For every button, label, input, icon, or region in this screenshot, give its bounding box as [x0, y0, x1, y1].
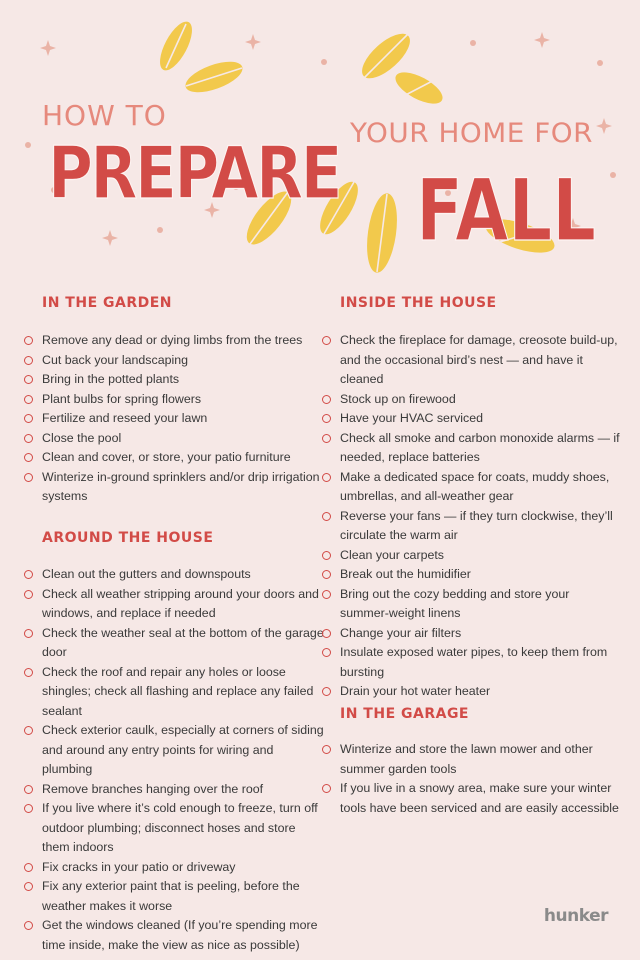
- leaf-icon: [154, 17, 199, 75]
- checklist-item: [24, 916, 326, 955]
- garden-checklist: [24, 331, 324, 507]
- checklist-item-text: Stock up on firewood: [340, 391, 456, 406]
- sparkle-icon: [102, 230, 118, 246]
- checklist-item-text: Clean your carpets: [340, 547, 444, 562]
- checklist-item: [322, 546, 620, 566]
- checklist-item: [24, 780, 326, 800]
- title-how-to: HOW TO: [42, 99, 167, 132]
- checklist-item-text: Change your air filters: [340, 625, 462, 640]
- checkbox-circle-icon: [322, 336, 331, 345]
- leaf-icon: [391, 66, 447, 110]
- title-your-home-for: YOUR HOME FOR: [348, 118, 593, 149]
- checklist-item: [322, 331, 620, 390]
- checkbox-circle-icon: [322, 745, 331, 754]
- checkbox-circle-icon: [322, 473, 331, 482]
- checkbox-circle-icon: [24, 863, 33, 872]
- checklist-item: [322, 585, 620, 624]
- checklist-item-text: Bring in the potted plants: [42, 372, 180, 386]
- checkbox-circle-icon: [24, 375, 33, 384]
- checkbox-circle-icon: [322, 629, 331, 638]
- checkbox-circle-icon: [24, 668, 33, 677]
- checklist-item-text: Cut back your landscaping: [42, 352, 189, 367]
- checklist-item-text: Fertilize and reseed your lawn: [42, 411, 208, 425]
- checkbox-circle-icon: [24, 356, 33, 365]
- checkbox-circle-icon: [24, 453, 33, 462]
- checklist-item-text: Check the roof and repair any holes or loose shingles; check all flashing and replace any failed sealant: [42, 664, 314, 718]
- checklist-item-text: Clean out the gutters and downspouts: [42, 567, 251, 581]
- checklist-item: [24, 624, 326, 663]
- checklist-item: [322, 390, 620, 410]
- inside-checklist: [322, 331, 620, 702]
- checklist-item-text: Bring out the cozy bedding and store your summer-weight linens: [340, 586, 570, 620]
- checkbox-circle-icon: [322, 551, 331, 560]
- checklist-item: [24, 409, 324, 429]
- title-illustration: [0, 0, 640, 280]
- title-prepare: PREPARE: [48, 131, 340, 215]
- checklist-item-text: Close the pool: [42, 430, 122, 445]
- checklist-item-text: Check exterior caulk, especially at corners of siding and around any entry points for wiring and plumbing: [42, 723, 324, 776]
- checklist-item: [322, 624, 620, 644]
- checklist-item: [24, 565, 326, 585]
- checklist-item: [24, 858, 326, 878]
- checkbox-circle-icon: [322, 590, 331, 599]
- checklist-item: [322, 740, 620, 779]
- checkbox-circle-icon: [24, 921, 33, 930]
- checklist-item-text: Drain your hot water heater: [340, 684, 491, 698]
- title-fall: FALL: [416, 161, 596, 261]
- checklist-item: [24, 877, 326, 916]
- checklist-item-text: Make a dedicated space for coats, muddy shoes, umbrellas, and all-weather gear: [340, 469, 610, 503]
- checkbox-circle-icon: [322, 512, 331, 521]
- checklist-item-text: Winterize in-ground sprinklers and/or drip irrigation systems: [42, 469, 320, 503]
- checklist-item-text: Fix any exterior paint that is peeling, before the weather makes it worse: [42, 879, 300, 913]
- checkbox-circle-icon: [24, 473, 33, 482]
- checklist-item: [322, 565, 620, 585]
- around-checklist: [24, 565, 326, 955]
- sparkle-icon: [40, 40, 56, 56]
- checkbox-circle-icon: [24, 434, 33, 443]
- checklist-item-text: Reverse your fans — if they turn clockwise, they’ll circulate the warm air: [340, 508, 613, 542]
- checklist-item: [24, 429, 324, 449]
- sparkle-icon: [245, 34, 261, 50]
- checkbox-circle-icon: [24, 804, 33, 813]
- checklist-item-text: Check the weather seal at the bottom of the garage door: [42, 625, 324, 659]
- checklist-item-text: Have your HVAC serviced: [340, 411, 483, 425]
- checkbox-circle-icon: [322, 687, 331, 696]
- section-heading-garden: IN THE GARDEN: [42, 295, 173, 311]
- checklist-item: [24, 799, 326, 858]
- checklist-item-text: Break out the humidifier: [340, 567, 471, 581]
- sparkle-icon: [596, 118, 612, 134]
- checklist-item: [24, 585, 326, 624]
- checklist-item: [24, 721, 326, 780]
- checklist-item: [24, 468, 324, 507]
- checklist-item-text: Fix cracks in your patio or driveway: [42, 859, 236, 874]
- checklist-item: [322, 409, 620, 429]
- checklist-item: [24, 331, 324, 351]
- checkbox-circle-icon: [322, 784, 331, 793]
- checklist-item: [322, 507, 620, 546]
- checklist-item: [24, 448, 324, 468]
- checklist-item-text: Winterize and store the lawn mower and other summer garden tools: [340, 742, 593, 776]
- checklist-item: [24, 370, 324, 390]
- checklist-item: [322, 682, 620, 702]
- leaf-icon: [363, 191, 402, 274]
- section-heading-around: AROUND THE HOUSE: [42, 530, 214, 546]
- checklist-item-text: Plant bulbs for spring flowers: [42, 391, 202, 406]
- checkbox-circle-icon: [322, 434, 331, 443]
- checklist-item: [322, 429, 620, 468]
- checkbox-circle-icon: [24, 414, 33, 423]
- checkbox-circle-icon: [322, 648, 331, 657]
- checklist-item: [322, 468, 620, 507]
- checklist-item-text: Insulate exposed water pipes, to keep them from bursting: [340, 645, 608, 679]
- checkbox-circle-icon: [24, 395, 33, 404]
- checklist-item-text: Check all weather stripping around your doors and windows, and replace if needed: [42, 586, 319, 620]
- brand-logo: hunker: [543, 906, 608, 926]
- checkbox-circle-icon: [24, 336, 33, 345]
- checklist-item: [322, 643, 620, 682]
- checklist-item: [24, 663, 326, 722]
- checklist-item-text: If you live where it’s cold enough to freeze, turn off outdoor plumbing; disconnect hoses and store them indoors: [42, 801, 318, 854]
- section-heading-inside: INSIDE THE HOUSE: [340, 295, 497, 311]
- checkbox-circle-icon: [24, 590, 33, 599]
- checklist-item-text: Get the windows cleaned (If you’re spending more time inside, make the view as nice as possible): [42, 918, 318, 952]
- garage-checklist: [322, 740, 620, 818]
- checkbox-circle-icon: [322, 570, 331, 579]
- checklist-item-text: If you live in a snowy area, make sure your winter tools have been serviced and are easily accessible: [340, 781, 619, 815]
- checklist-item-text: Check the fireplace for damage, creosote build-up, and the occasional bird’s nest — and have it cleaned: [340, 333, 618, 386]
- checklist-item: [24, 351, 324, 371]
- sparkle-icon: [534, 32, 550, 48]
- checklist-item-text: Clean and cover, or store, your patio furniture: [42, 450, 291, 464]
- checklist-item: [322, 779, 620, 818]
- checklist-item-text: Check all smoke and carbon monoxide alarms — if needed, replace batteries: [340, 430, 620, 464]
- checklist-item-text: Remove branches hanging over the roof: [42, 781, 264, 796]
- checkbox-circle-icon: [24, 785, 33, 794]
- checkbox-circle-icon: [24, 882, 33, 891]
- leaf-icon: [182, 55, 247, 98]
- checkbox-circle-icon: [322, 414, 331, 423]
- checklist-item: [24, 390, 324, 410]
- checkbox-circle-icon: [24, 726, 33, 735]
- checklist-item-text: Remove any dead or dying limbs from the trees: [42, 333, 303, 347]
- checkbox-circle-icon: [24, 570, 33, 579]
- checkbox-circle-icon: [322, 395, 331, 404]
- section-heading-garage: IN THE GARAGE: [340, 706, 469, 722]
- checkbox-circle-icon: [24, 629, 33, 638]
